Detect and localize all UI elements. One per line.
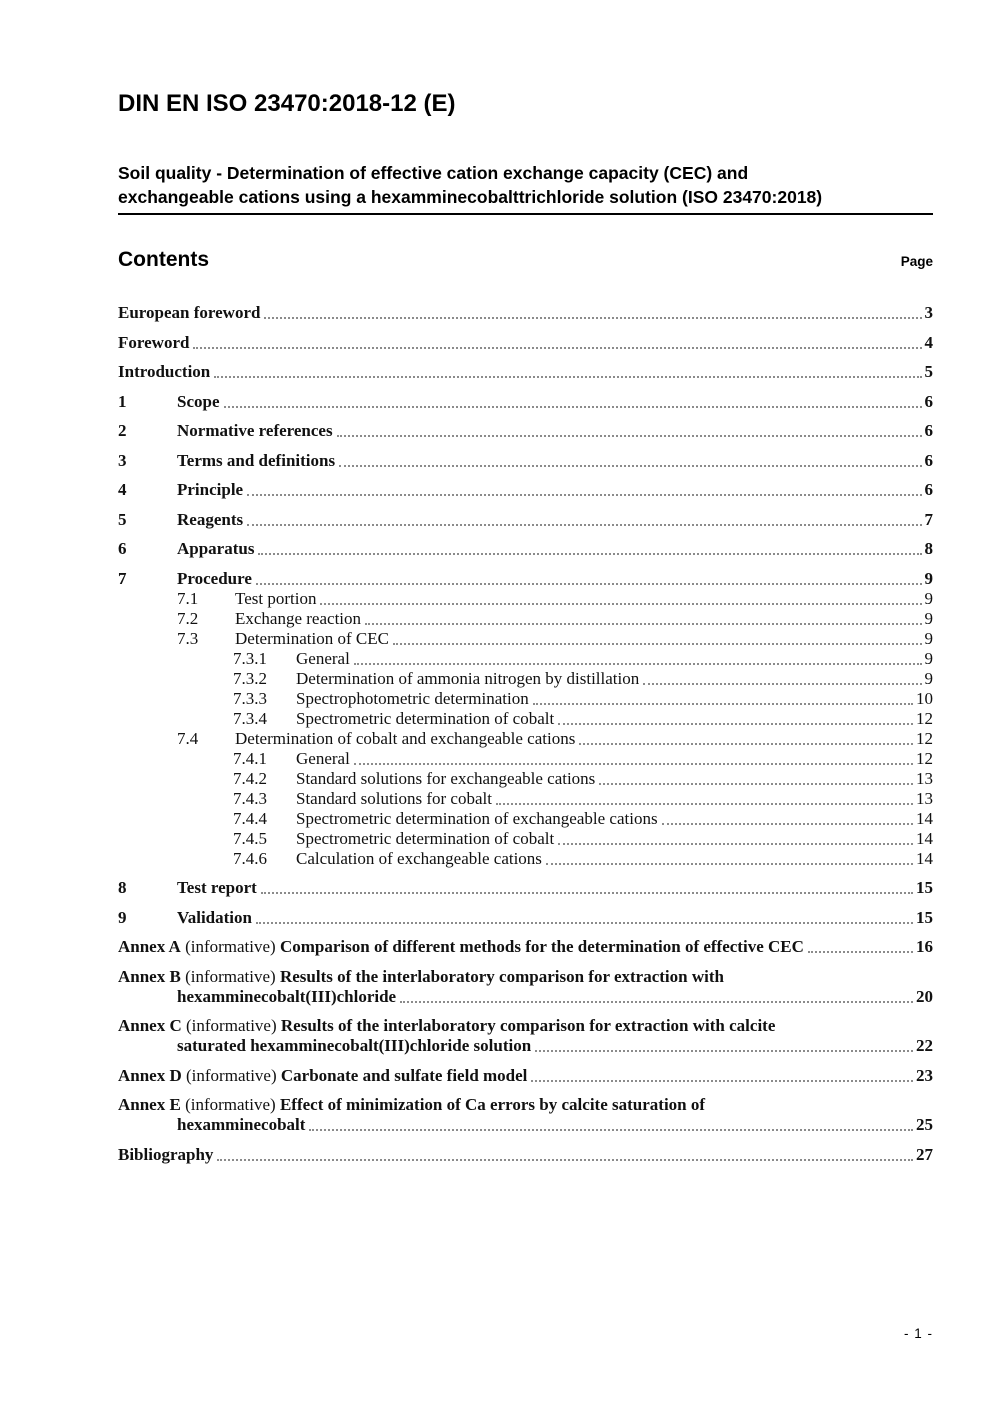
dot-leader [261,892,913,894]
dot-leader [354,763,913,765]
annex-tag: (informative) [180,937,280,956]
toc-entry [118,1145,933,1165]
toc-entry-label: Procedure [177,568,252,588]
toc-entry-label: Principle [177,480,244,499]
toc-entry [118,589,933,609]
toc-entry-number: 7.1 [177,588,199,608]
toc-entry-label: Terms and definitions [177,450,336,470]
dot-leader [531,1080,913,1082]
toc-entry-label: Reagents [177,509,244,529]
toc-entry-page: 10 [916,688,933,708]
document-title [118,161,933,215]
toc-entry-continuation [118,1036,933,1056]
toc-entry-page: 9 [924,588,933,608]
toc-entry [118,749,933,769]
dot-leader [337,435,922,437]
toc-entry-label [118,967,724,987]
toc-entry [118,769,933,789]
toc-entry-number: 9 [118,907,127,927]
dot-leader [808,951,913,953]
toc-entry [118,878,933,898]
toc-entry-label: Standard solutions for cobalt [296,788,492,808]
toc-entry [118,789,933,809]
toc-entry-label: Test report [177,878,257,897]
toc-entry-number: 7.2 [177,608,199,628]
toc-entry-number: 5 [118,509,127,529]
toc-entry-continuation [118,1115,933,1135]
toc-entry [118,451,933,471]
annex-title: Comparison of different methods for the determination of effective CEC [279,937,804,956]
dot-leader [258,553,921,555]
toc-entry-label: General [296,648,350,668]
toc-entry-label: Validation [177,907,252,927]
dot-leader [193,347,921,349]
toc-entry-number: 7.4.1 [233,748,267,768]
dot-leader [533,703,913,705]
toc-entry-page: 13 [916,788,933,808]
annex-title: Effect of minimization of Ca errors by calcite saturation of [279,1095,706,1114]
toc-entry-page: 6 [924,450,933,470]
toc-entry-label [118,1016,775,1036]
toc-entry [118,809,933,829]
toc-entry-label [118,937,804,957]
toc-entry-label: Spectrometric determination of cobalt [296,828,555,848]
toc-entry [118,421,933,441]
toc-entry-page: 5 [924,362,933,381]
toc-entry [118,649,933,669]
toc-entry-label: Determination of CEC [235,628,389,648]
toc-entry [118,609,933,629]
toc-entry-page: 14 [916,828,933,848]
toc-entry-page: 9 [924,628,933,648]
footer-page-number: - 1 - [903,1326,933,1341]
dot-leader [354,663,922,665]
toc-entry-number: 4 [118,480,127,499]
toc-entry [118,303,933,323]
dot-leader [535,1050,913,1052]
toc-entry-page: 12 [916,728,933,748]
toc-entry-page: 15 [916,878,933,897]
toc-entry [118,729,933,749]
annex-title: Carbonate and sulfate field model [280,1065,528,1085]
toc-entry-page: 13 [916,768,933,788]
dot-leader [320,603,921,605]
toc-entry [118,629,933,649]
toc-entry-label: Introduction [118,362,211,381]
toc-entry-label: Foreword [118,332,190,352]
dot-leader [558,723,913,725]
annex-tag: (informative) [181,1065,281,1085]
toc-entry-page: 9 [924,568,933,588]
toc-entry-label: Calculation of exchangeable cations [296,848,542,868]
toc-entry-page: 9 [924,648,933,668]
toc-entry-page: 22 [916,1036,933,1055]
dot-leader [264,317,921,319]
dot-leader [256,583,922,585]
annex-tag: (informative) [180,1095,280,1114]
toc-entry [118,689,933,709]
toc-entry-number: 7.4 [177,728,199,748]
toc-entry [118,1095,933,1115]
dot-leader [247,524,921,526]
toc-entry-label [118,1095,705,1115]
toc-entry [118,908,933,928]
annex-id: Annex C [118,1016,182,1035]
annex-id: Annex E [118,1095,181,1114]
toc-entry-number: 2 [118,421,127,440]
toc-entry-page: 14 [916,808,933,828]
toc-entry-label: Spectrometric determination of exchangeable cations [296,808,658,828]
dot-leader [496,803,913,805]
toc-entry [118,333,933,353]
dot-leader [662,823,913,825]
annex-tag: (informative) [180,966,280,986]
toc-entry [118,362,933,382]
toc-entry-label: Exchange reaction [235,608,362,628]
toc-entry-page: 8 [924,539,933,558]
contents-heading: Contents [118,248,209,271]
annex-title: Results of the interlaboratory comparison for extraction with [279,966,724,986]
toc-entry-label: Standard solutions for exchangeable cations [296,768,596,788]
dot-leader [214,376,921,378]
annex-tag: (informative) [181,1016,281,1035]
toc-entry [118,1016,933,1036]
document-title-line-1: Soil quality - Determination of effective cation exchange capacity (CEC) and [118,163,749,183]
toc-entry [118,392,933,412]
dot-leader [339,465,921,467]
dot-leader [224,406,922,408]
document-code-heading: DIN EN ISO 23470:2018-12 (E) [118,90,456,117]
toc-entry-label: Normative references [177,421,333,440]
page-column-label: Page [900,254,933,269]
dot-leader [256,922,913,924]
dot-leader [247,494,921,496]
toc-entry-page: 3 [924,303,933,322]
toc-entry-label: hexamminecobalt [177,1115,306,1134]
toc-entry-page: 4 [924,332,933,352]
dot-leader [400,1001,913,1003]
toc-entry-label: Spectrophotometric determination [296,688,529,708]
toc-entry-label: Apparatus [177,539,255,558]
toc-entry-label: saturated hexamminecobalt(III)chloride solution [177,1036,532,1055]
toc-entry-label: Bibliography [118,1144,214,1164]
annex-id: Annex B [118,966,181,986]
toc-entry-number: 7.3 [177,628,199,648]
dot-leader [309,1129,913,1131]
annex-title: Results of the interlaboratory comparison for extraction with calcite [280,1016,776,1035]
toc-entry-label: Scope [177,391,220,411]
toc-entry-label: Determination of ammonia nitrogen by distillation [296,668,640,688]
toc-entry [118,829,933,849]
toc-entry-number: 8 [118,878,127,897]
toc-entry-number: 7.4.3 [233,788,267,808]
toc-entry [118,510,933,530]
dot-leader [643,683,921,685]
toc-entry-label: Determination of cobalt and exchangeable cations [235,728,576,748]
toc-entry-number: 6 [118,539,127,558]
toc-entry-page: 25 [916,1115,933,1134]
toc-entry-label [118,1066,527,1086]
dot-leader [546,863,913,865]
toc-entry [118,967,933,987]
toc-entry-number: 1 [118,391,127,411]
toc-entry [118,937,933,957]
toc-entry-label: Spectrometric determination of cobalt [296,708,555,728]
toc-entry-page: 20 [916,986,933,1006]
toc-entry-number: 7.3.4 [233,708,267,728]
toc-entry-page: 12 [916,748,933,768]
toc-entry-page: 9 [924,608,933,628]
dot-leader [558,843,913,845]
document-title-line-2: exchangeable cations using a hexamminecobalttrichloride solution (ISO 23470:2018) [118,187,823,207]
dot-leader [393,643,922,645]
toc-entry-number: 7 [118,568,127,588]
toc-entry [118,569,933,589]
toc-entry-page: 16 [916,937,933,956]
toc-entry-number: 7.3.2 [233,668,267,688]
toc-entry-label: General [296,748,350,768]
toc-entry-page: 15 [916,907,933,927]
dot-leader [599,783,913,785]
toc-entry [118,669,933,689]
toc-entry-number: 7.4.5 [233,828,267,848]
toc-entry-label: European foreword [118,303,261,322]
contents-header-row [118,248,933,272]
annex-id: Annex A [118,937,181,956]
toc-entry-number: 7.3.1 [233,648,267,668]
toc-entry-page: 6 [924,391,933,411]
toc-entry-label: Test portion [235,588,317,608]
toc-entry [118,1066,933,1086]
toc-entry-page: 23 [916,1065,933,1085]
toc-entry-page: 12 [916,708,933,728]
toc-entry-label: hexamminecobalt(III)chloride [177,986,397,1006]
toc-entry-number: 7.3.3 [233,688,267,708]
toc-entry-page: 27 [916,1144,933,1164]
toc-entry [118,849,933,869]
toc-entry-continuation [118,987,933,1007]
dot-leader [579,743,913,745]
toc-entry-page: 14 [916,848,933,868]
toc-entry-page: 6 [924,421,933,440]
toc-entry-page: 6 [924,480,933,499]
toc-entry [118,539,933,559]
toc-entry-page: 7 [924,509,933,529]
toc-entry-number: 7.4.4 [233,808,267,828]
dot-leader [365,623,921,625]
toc-entry-number: 3 [118,450,127,470]
dot-leader [217,1159,913,1161]
table-of-contents [118,303,933,1165]
toc-entry [118,709,933,729]
toc-entry-page: 9 [924,668,933,688]
toc-entry-number: 7.4.2 [233,768,267,788]
annex-id: Annex D [118,1065,182,1085]
toc-entry-number: 7.4.6 [233,848,267,868]
toc-entry [118,480,933,500]
